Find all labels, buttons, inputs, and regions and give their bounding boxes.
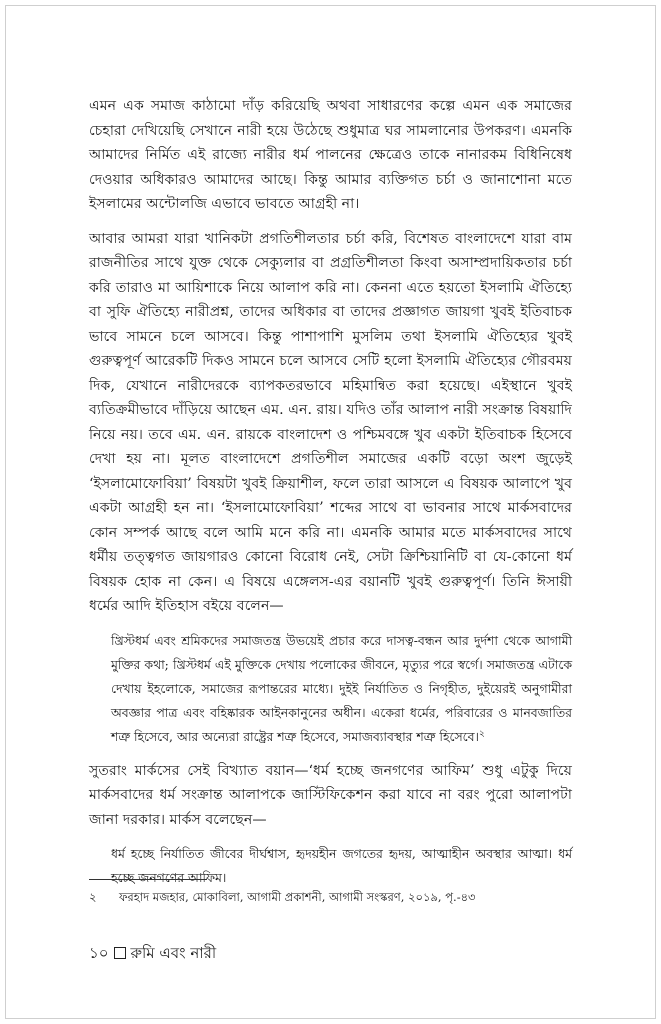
running-title: রুমি এবং নারী [130, 944, 217, 962]
footnote-divider [89, 879, 207, 880]
paragraph-2: আবার আমরা যারা খানিকটা প্রগতিশীলতার চর্চা করি, বিশেষত বাংলাদেশে যারা বাম রাজনীতির সাথে যুক্ত থেকে সেক্যুলার বা প্রগ্রতিশীলতা কিংবা অসাম্প্রদায়িকতার চর্চা করি তারাও মা আয়িশাকে নিয়ে আলাপ করি না। কেননা এতে হয়তো ইসলামি ঐতিহ্যে বা সুফি ঐতিহ্যে নারীপ্রশ্ন, তাদের অধিকার বা তাদের প্রজ্ঞাগত জায়গা খুবই ইতিবাচক ভাবে সামনে চলে আসবে। কিন্তু পাশাপাশি মুসলিম তথা ইসলামি ঐতিহ্যের খুবই গুরুত্বপূর্ণ আরেকটি দিকও সামনে চলে আসবে সেটি হলো ইসলামি ঐতিহ্যের গৌরবময় দিক, যেখানে নারীদেরকে ব্যাপকতরভাবে মহিমান্বিত করা হয়েছে। এইস্থানে খুবই ব্যতিক্রমীভাবে দাঁড়িয়ে আছেন এম. এন. রায়। যদিও তাঁর আলাপ নারী সংক্রান্ত বিষয়াদি নিয়ে নয়। তবে এম. এন. রায়কে বাংলাদেশ ও পশ্চিমবঙ্গে খুব একটা ইতিবাচক হিসেবে দেখা হয় না। মূলত বাংলাদেশে প্রগতিশীল সমাজের একটি বড়ো অংশ জুড়েই ‘ইসলামোফোবিয়া’ বিষয়টা খুবই ক্রিয়াশীল, ফলে তারা আসলে এ বিষয়ক আলাপে খুব একটা আগ্রহী হন না। ‘ইসলামোফোবিয়া’ শব্দের সাথে বা ভাবনার সাথে মার্কসবাদের কোন সম্পর্ক আছে বলে আমি মনে করি না। এমনকি আমার মতে মার্কসবাদের সাথে ধর্মীয় তত্ত্বগত জায়গারও কোনো বিরোধ নেই, সেটা ক্রিশ্চিয়ানিটি বা যে-কোনো ধর্ম বিষয়ক হোক না কেন। এ বিষয়ে এঙ্গেলস-এর বয়ানটি খুবই গুরুত্বপূর্ণ। তিনি ঈসায়ী ধর্মের আদি ইতিহাস বইয়ে বলেন— [89, 230, 572, 614]
footnote [89, 888, 572, 906]
quote-engels-text: খ্রিস্টধর্ম এবং শ্রমিকদের সমাজতন্ত্র উভয়েই প্রচার করে দাসত্ব-বন্ধন আর দুর্দশা থেকে আগামী মুক্তির কথা; খ্রিস্টধর্ম এই মুক্তিকে দেখায় পলোকের জীবনে, মৃত্যুর পরে স্বর্গে। সমাজতন্ত্র এটাকে দেখায় ইহলোকে, সমাজের রূপান্তরের মাধ্যে। দুইই নির্যাতিত ও নিগৃহীত, দুইয়েরই অনুগামীরা অবজ্ঞার পাত্র এবং বহিষ্কারক আইনকানুনের অধীন। একেরা ধর্মের, পরিবারের ও মানবজাতির শত্রু হিসেবে, আর অন্যেরা রাষ্ট্রের শত্রু হিসেবে, সমাজব্যাবস্থার শত্রু হিসেবে। [111, 632, 572, 744]
footnote-number: ২ [89, 890, 97, 904]
paragraph-1: এমন এক সমাজ কাঠামো দাঁড় করিয়েছি অথবা সাধারণের কল্পে এমন এক সমাজের চেহারা দেখিয়েছি সেখানে নারী হয়ে উঠেছে শুধুমাত্র ঘর সামলানোর উপকরণ। এমনকি আমাদের নির্মিত এই রাজ্যে নারীর ধর্ম পালনের ক্ষেত্রেও তাকে নানারকম বিধিনিষেধ দেওয়ার অধিকারও আমাদের আছে। কিন্তু আমার ব্যক্তিগত চর্চা ও জানাশোনা মতে ইসলামের অন্টোলজি এভাবে ভাবতে আগ্রহী না। [89, 98, 572, 212]
block-quote-marx: ধর্ম হচ্ছে নির্যাতিত জীবের দীর্ঘশ্বাস, হৃদয়হীন জগতের হৃদয়, আত্মাহীন অবস্থার আত্মা। ধর্ম হচ্ছে জনগণের আফিম। [111, 846, 572, 885]
block-quote-engels [111, 629, 572, 749]
square-ornament-icon [114, 947, 126, 959]
page-number: ১০ [89, 944, 109, 962]
footnote-text: ফরহাদ মজহার, মোকাবিলা, আগামী প্রকাশনী, আগামী সংস্করণ, ২০১৯, পৃ.-৪৩ [119, 890, 476, 904]
footnote-reference: ২ [478, 728, 485, 739]
paragraph-3: সুতরাং মার্কসের সেই বিখ্যাত বয়ান—‘ধর্ম হচ্ছে জনগণের আফিম’ শুধু এটুকু দিয়ে মার্কসবাদের ধর্ম সংক্রান্ত আলাপকে জাস্টিফিকেশন করা যাবে না বরং পুরো আলাপটা জানা দরকার। মার্কস বলেছেন— [89, 762, 572, 828]
page-footer [89, 943, 216, 963]
main-text [89, 94, 572, 900]
